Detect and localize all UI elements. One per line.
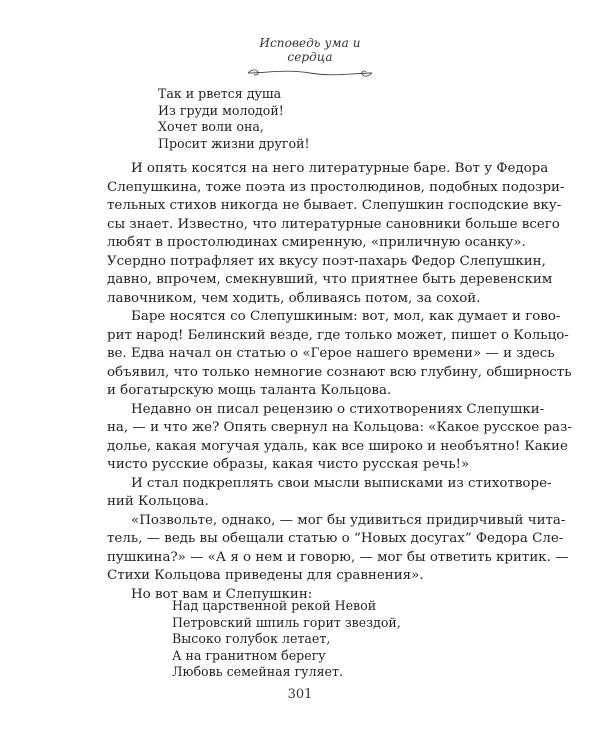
text-line: на, — и что же? Опять свернул на Кольцова: «Какое русское раз-: [107, 420, 572, 435]
text-line: и богатырскую мощь таланта Кольцова.: [107, 383, 392, 398]
verse-excerpt-1: [158, 86, 458, 152]
swirl-divider-ornament-icon: [246, 67, 374, 79]
text-line: чисто русские образы, какая чисто русская речь!»: [107, 457, 470, 472]
verse-line: Высоко голубок летает,: [172, 631, 331, 646]
running-title: Исповедь ума и сердца: [259, 36, 361, 64]
verse-line: Над царственной рекой Невой: [172, 598, 377, 613]
verse-line: Хочет воли она,: [158, 119, 264, 134]
text-line: Слепушкина, тоже поэта из простолюдинов, подобных подозри-: [107, 179, 565, 195]
verse-line: Петровский шпиль горит звездой,: [172, 614, 401, 630]
text-line: ве. Едва начал он статью о «Герое нашего времени» — и здесь: [107, 346, 555, 361]
text-line: И стал подкреплять свои мысли выписками из стихотворе-: [131, 475, 552, 491]
text-line: пушкина?» — «А я о нем и говорю, — мог бы ответить критик. —: [107, 549, 569, 565]
verse-line: Из груди молодой!: [158, 102, 284, 118]
main-text: [107, 160, 572, 604]
page-number: 301: [287, 687, 313, 702]
verse-line: Так и рвется душа: [158, 86, 282, 101]
verse-excerpt-2: [172, 598, 472, 681]
text-line: ний Кольцова.: [107, 494, 209, 509]
text-line: Стихи Кольцова приведены для сравнения».: [107, 568, 424, 583]
text-line: лавочником, чем ходить, обливаясь потом, за сохой.: [107, 290, 481, 306]
text-line: Баре носятся со Слепушкиным: вот, мол, как думает и гово-: [131, 309, 561, 324]
text-line: любят в простолюдинах смиренную, «приличную осанку».: [107, 235, 526, 250]
text-line: И опять косятся на него литературные баре. Вот у Федора: [131, 161, 549, 176]
verse-line: Любовь семейная гуляет.: [172, 664, 343, 679]
text-line: «Позвольте, однако, — мог бы удивиться придирчивый чита-: [131, 512, 566, 528]
text-line: сы знает. Известно, что литературные сановники больше всего: [107, 216, 560, 232]
text-line: долье, какая могучая удаль, как все широко и необъятно! Какие: [107, 438, 568, 454]
text-line: объявил, что только немногие сознают всю глубину, обширность: [107, 364, 572, 380]
text-line: Но вот вам и Слепушкин:: [131, 586, 313, 602]
verse-line: А на гранитном берегу: [172, 647, 326, 663]
text-line: Недавно он писал рецензию о стихотворениях Слепушки-: [131, 401, 545, 417]
running-header: [245, 36, 375, 79]
text-line: тель, — ведь вы обещали статью о “Новых досугах” Федора Сле-: [107, 531, 564, 546]
text-line: тельных стихов никогда не бывает. Слепушкин господские вку-: [107, 198, 562, 213]
text-line: давно, впрочем, смекнувший, что приятнее быть деревенским: [107, 272, 553, 287]
verse-line: Просит жизни другой!: [158, 135, 310, 151]
text-line: Усердно потрафляет их вкусу поэт-пахарь Федор Слепушкин,: [107, 253, 546, 269]
text-line: рит народ! Белинский везде, где только может, пишет о Кольцо-: [107, 327, 569, 343]
